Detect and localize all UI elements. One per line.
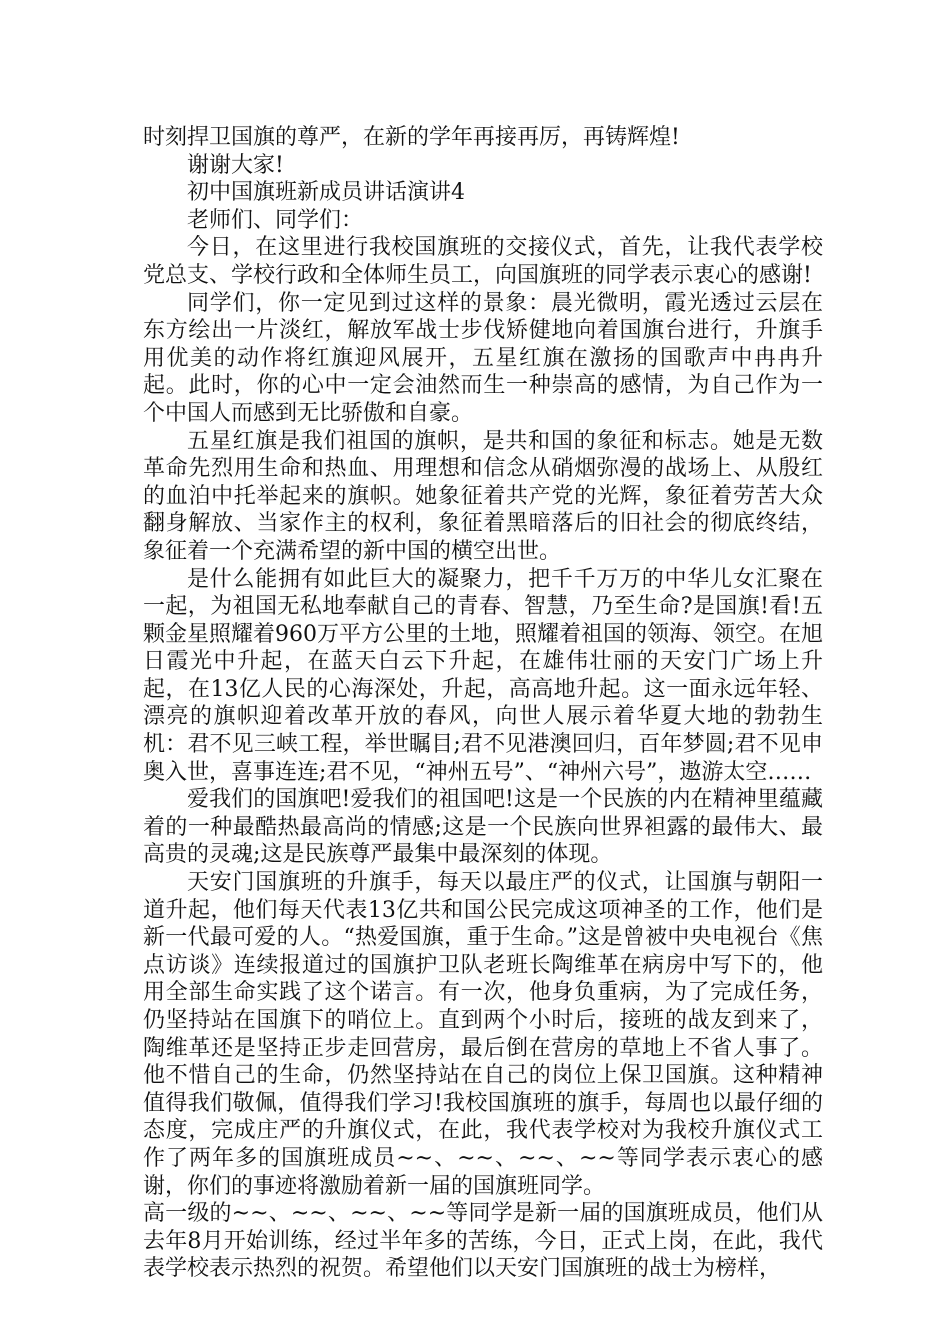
continuation-line: 时刻捍卫国旗的尊严，在新的学年再接再厉，再铸辉煌! <box>143 125 680 150</box>
paragraph: 天安门国旗班的升旗手，每天以最庄严的仪式，让国旗与朝阳一道升起，他们每天代表13亿共和国公民完成这项神圣的工作，他们是新一代最可爱的人。“热爱国旗，重于生命。”这是曾被中央电视台《焦点访谈》连续报道过的国旗护卫队老班长陶维革在病房中写下的，他用全部生命实践了这个诺言。有一次，他身负重病，为了完成任务，仍坚持站在国旗下的哨位上。直到两个小时后，接班的战友到来了，陶维革还是坚持正步走回营房，最后倒在营房的草地上不省人事了。他不惜自己的生命，仍然坚持站在自己的岗位上保卫国旗。这种精神值得我们敬佩，值得我们学习!我校国旗班的旗手，每周也以最仔细的态度，完成庄严的升旗仪式，在此，我代表学校对为我校升旗仪式工作了两年多的国旗班成员~~、~~、~~、~~等同学表示衷心的感谢，你们的事迹将激励着新一届的国旗班同学。 <box>143 870 823 1199</box>
document-body <box>143 124 823 1283</box>
paragraph: 爱我们的国旗吧!爱我们的祖国吧!这是一个民族的内在精神里蕴藏着的一种最酷热最高尚的情感;这是一个民族向世界袒露的最伟大、最高贵的灵魂;这是民族尊严最集中最深刻的体现。 <box>143 787 823 868</box>
paragraph: 同学们，你一定见到过这样的景象：晨光微明，霞光透过云层在东方绘出一片淡红，解放军战士步伐矫健地向着国旗台进行，升旗手用优美的动作将红旗迎风展开，五星红旗在激扬的国歌声中冉冉升起。此时，你的心中一定会油然而生一种崇高的感情，为自己作为一个中国人而感到无比骄傲和自豪。 <box>143 290 823 426</box>
paragraph: 今日，在这里进行我校国旗班的交接仪式，首先，让我代表学校党总支、学校行政和全体师生员工，向国旗班的同学表示衷心的感谢! <box>143 235 823 288</box>
paragraph: 五星红旗是我们祖国的旗帜，是共和国的象征和标志。她是无数革命先烈用生命和热血、用理想和信念从硝烟弥漫的战场上、从殷红的血泊中托举起来的旗帜。她象征着共产党的光辉，象征着劳苦大众翻身解放、当家作主的权利，象征着黑暗落后的旧社会的彻底终结，象征着一个充满希望的新中国的横空出世。 <box>143 428 823 564</box>
thanks-line: 谢谢大家! <box>187 152 284 178</box>
paragraph: 是什么能拥有如此巨大的凝聚力，把千千万万的中华儿女汇聚在一起，为祖国无私地奉献自己的青春、智慧，乃至生命?是国旗!看!五颗金星照耀着960万平方公里的土地，照耀着祖国的领海、领空。在旭日霞光中升起，在蓝天白云下升起，在雄伟壮丽的天安门广场上升起，在13亿人民的心海深处，升起，高高地升起。这一面永远年轻、漂亮的旗帜迎着改革开放的春风，向世人展示着华夏大地的勃勃生机：君不见三峡工程，举世瞩目;君不见港澳回归，百年梦圆;君不见申奥入世，喜事连连;君不见，“神州五号”、“神州六号”，遨游太空…… <box>143 566 823 785</box>
speech-title: 初中国旗班新成员讲话演讲4 <box>187 180 465 206</box>
salutation: 老师们、同学们： <box>187 207 364 233</box>
closing-paragraph: 高一级的~~、~~、~~、~~等同学是新一届的国旗班成员，他们从去年8月开始训练，经过半年多的苦练，今日，正式上岗，在此，我代表学校表示热烈的祝贺。希望他们以天安门国旗班的战士为榜样， <box>143 1201 823 1282</box>
